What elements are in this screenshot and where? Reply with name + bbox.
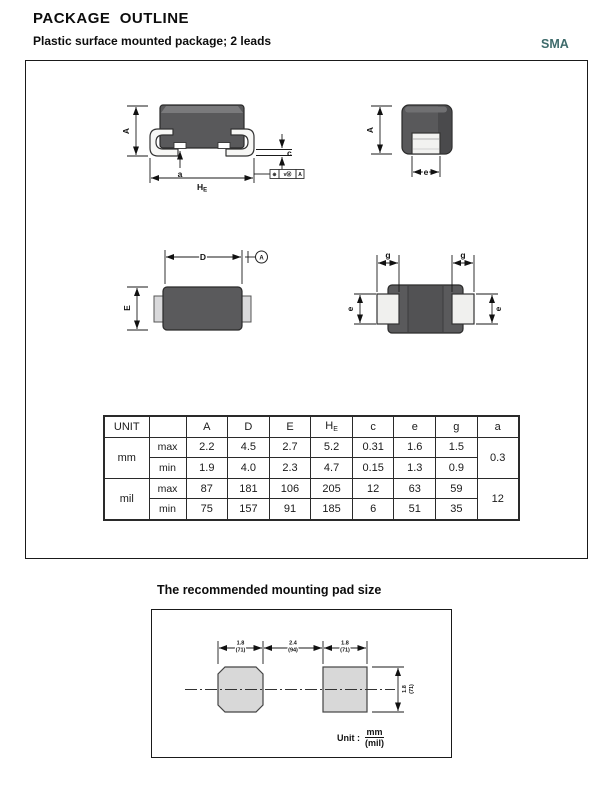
unit-fraction xyxy=(365,728,384,749)
datum-reference: A xyxy=(298,172,302,178)
table-cell: 2.7 xyxy=(269,437,311,458)
unit-numerator: mm xyxy=(366,727,383,737)
minmax-cell: max xyxy=(149,437,186,458)
figure-side-view xyxy=(121,105,304,194)
dimension-A xyxy=(121,106,148,156)
table-header-row xyxy=(104,416,519,437)
table-cell: 185 xyxy=(311,499,353,520)
dim-label-e: e xyxy=(345,306,355,312)
dim-mm: 2.4 xyxy=(289,640,297,647)
dimension-E xyxy=(122,287,148,330)
col-header-a: a xyxy=(477,416,519,437)
solder-pad-right xyxy=(452,294,474,324)
datum-A-symbol xyxy=(245,251,268,263)
unit-cell-mm: mm xyxy=(104,437,149,478)
col-header-unit: UNIT xyxy=(104,416,149,437)
dim-mil: (71) xyxy=(340,647,350,654)
table-cell: 2.2 xyxy=(186,437,228,458)
unit-denominator: (mil) xyxy=(365,738,384,749)
dim-label-E: E xyxy=(122,305,132,311)
table-row xyxy=(104,478,519,499)
dim-label-e: e xyxy=(493,306,503,312)
minmax-cell: min xyxy=(149,458,186,479)
dim-label-D: D xyxy=(199,252,207,262)
table-cell: 5.2 xyxy=(311,437,353,458)
col-header-g: g xyxy=(436,416,478,437)
table-cell: 0.3 xyxy=(477,437,519,478)
dim-label-A: A xyxy=(121,127,131,135)
table-row xyxy=(104,458,519,479)
table-cell: 51 xyxy=(394,499,436,520)
dimension-e-right xyxy=(476,294,503,324)
table-cell: 4.7 xyxy=(311,458,353,479)
dim-label-A: A xyxy=(365,126,375,134)
col-header-A: A xyxy=(186,416,228,437)
dim-mil: (71) xyxy=(235,647,246,654)
table-cell: 1.3 xyxy=(394,458,436,479)
table-cell: 0.15 xyxy=(352,458,394,479)
dimension-e-left xyxy=(345,294,376,324)
dim-mm: 1.8 xyxy=(402,685,408,693)
table-cell: 181 xyxy=(228,478,270,499)
mounting-pad-title: The recommended mounting pad size xyxy=(157,583,382,597)
figure-end-view xyxy=(365,105,452,177)
dim-mm: 1.8 xyxy=(236,640,245,647)
dimension-D xyxy=(165,250,242,284)
table-cell: 91 xyxy=(269,499,311,520)
dim-mil: (71) xyxy=(409,684,415,694)
col-header-c: c xyxy=(352,416,394,437)
table-cell: 0.9 xyxy=(436,458,478,479)
lead-front xyxy=(412,133,440,154)
table-cell: 2.3 xyxy=(269,458,311,479)
dim-label-a: a xyxy=(177,169,183,179)
minmax-cell: max xyxy=(149,478,186,499)
package-body xyxy=(163,287,242,330)
table-row xyxy=(104,499,519,520)
dimension-A xyxy=(365,106,392,154)
table-cell: 1.6 xyxy=(394,437,436,458)
dim-label-c: c xyxy=(287,148,292,158)
col-header-e: e xyxy=(394,416,436,437)
dim-label-e: e xyxy=(423,167,429,177)
dim-mil: (94) xyxy=(288,647,298,654)
unit-prefix: Unit : xyxy=(337,733,360,744)
table-cell: 0.31 xyxy=(352,437,394,458)
col-header-D: D xyxy=(228,416,270,437)
col-header-E: E xyxy=(269,416,311,437)
pad-width-right-dim xyxy=(340,641,350,654)
col-header-blank xyxy=(149,416,186,437)
dimension-c xyxy=(256,134,292,171)
minmax-cell: min xyxy=(149,499,186,520)
body-standoff-notch xyxy=(218,143,230,149)
dim-label-HE: HE xyxy=(197,182,208,194)
table-cell: 59 xyxy=(436,478,478,499)
figure-top-view xyxy=(122,250,268,330)
package-body-highlight xyxy=(161,106,243,113)
table-cell: 205 xyxy=(311,478,353,499)
dimension-e xyxy=(412,156,440,177)
table-cell: 106 xyxy=(269,478,311,499)
unit-cell-mil: mil xyxy=(104,478,149,520)
table-cell: 63 xyxy=(394,478,436,499)
col-header-HE: $H_E$ xyxy=(311,416,353,437)
dim-mm: 1.8 xyxy=(341,640,349,647)
dimension-HE xyxy=(150,158,254,194)
body-standoff-notch xyxy=(174,143,186,149)
datum-tolerance-frame xyxy=(254,170,304,179)
page-subtitle: Plastic surface mounted package; 2 leads xyxy=(33,34,272,48)
pad-width-left-dim xyxy=(236,641,246,654)
solder-pad-left xyxy=(377,294,399,324)
package-code: SMA xyxy=(541,37,569,51)
page-title: PACKAGE OUTLINE xyxy=(33,10,190,27)
table-row xyxy=(104,437,519,458)
pad-gap-dim xyxy=(288,641,298,654)
table-cell: 75 xyxy=(186,499,228,520)
table-cell: 4.5 xyxy=(228,437,270,458)
package-body-center xyxy=(408,286,443,332)
package-body-highlight xyxy=(405,107,447,113)
tolerance-value: vⓂ xyxy=(283,172,292,178)
table-cell: 12 xyxy=(352,478,394,499)
dim-label-g: g xyxy=(460,250,466,260)
table-cell: 157 xyxy=(228,499,270,520)
figure-mounting-pad xyxy=(185,641,415,713)
table-cell: 1.9 xyxy=(186,458,228,479)
datum-letter: A xyxy=(259,255,264,262)
table-cell: 12 xyxy=(477,478,519,520)
unit-note xyxy=(337,728,384,749)
table-cell: 1.5 xyxy=(436,437,478,458)
dim-label-g: g xyxy=(385,250,391,260)
table-cell: 35 xyxy=(436,499,478,520)
table-cell: 87 xyxy=(186,478,228,499)
figure-bottom-view xyxy=(345,250,503,333)
position-symbol: ⊕ xyxy=(272,172,277,178)
dimension-table xyxy=(103,415,520,521)
table-cell: 4.0 xyxy=(228,458,270,479)
table-cell: 6 xyxy=(352,499,394,520)
